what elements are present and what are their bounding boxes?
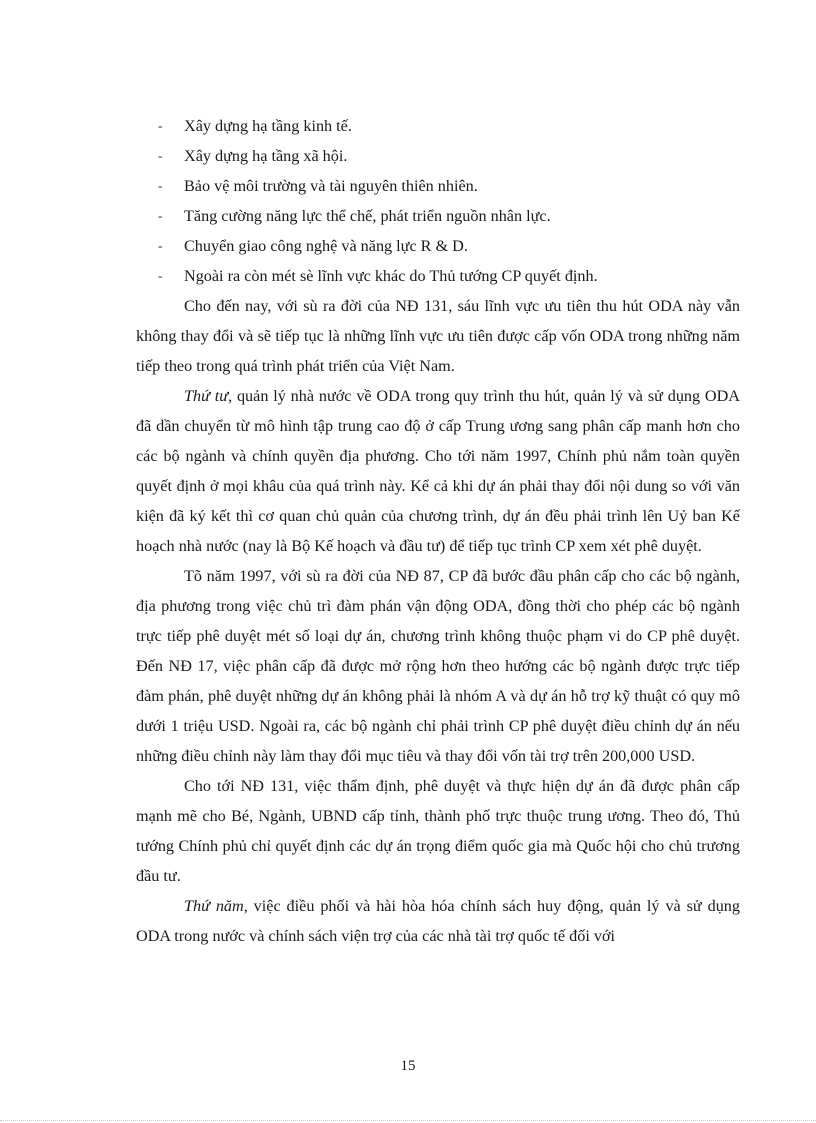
bullet-marker: - (158, 268, 163, 283)
list-item-text: Ngoài ra còn mét sè lĩnh vực khác do Thủ tướng CP quyết định. (184, 267, 598, 285)
bullet-marker: - (158, 178, 163, 193)
paragraph-text: , việc điều phối và hài hòa hóa chính sách huy động, quản lý và sử dụng ODA trong nước và chính sách viện trợ của các nhà tài trợ quốc tế đối với (136, 897, 740, 945)
list-item-text: Tăng cường năng lực thể chế, phát triển nguồn nhân lực. (184, 207, 551, 225)
list-item-text: Bảo vệ môi trường và tài nguyên thiên nhiên. (184, 177, 478, 195)
paragraph-text: , quản lý nhà nước về ODA trong quy trình thu hút, quản lý và sử dụng ODA đã dần chuyển từ mô hình tập trung cao độ ở cấp Trung ương sang phân cấp manh hơn cho các bộ ngành và chính quyền địa phương. Cho tới năm 1997, Chính phủ nắm toàn quyền quyết định ở mọi khâu của quá trình này. Kể cả khi dự án phải thay đổi nội dung so với văn kiện đã ký kết thì cơ quan chủ quản của chương trình, dự án đều phải trình lên Uỷ ban Kế hoạch nhà nước (nay là Bộ Kế hoạch và đầu tư) để tiếp tục trình CP xem xét phê duyệt. (136, 387, 740, 555)
list-item-text: Xây dựng hạ tầng kinh tế. (184, 117, 352, 135)
paragraph-decentralization-1997: Tõ năm 1997, với sù ra đời của NĐ 87, CP đã bước đầu phân cấp cho các bộ ngành, địa phương trong việc chủ trì đàm phán vận động ODA, đồng thời cho phép các bộ ngành trực tiếp phê duyệt mét số loại dự án, chương trình không thuộc phạm vi do CP phê duyệt. Đến NĐ 17, việc phân cấp đã được mở rộng hơn theo hướng các bộ ngành được trực tiếp đàm phán, phê duyệt những dự án không phải là nhóm A và dự án hỗ trợ kỹ thuật có quy mô dưới 1 triệu USD. Ngoài ra, các bộ ngành chỉ phải trình CP phê duyệt điều chỉnh dự án nếu những điều chỉnh này làm thay đổi mục tiêu và thay đổi vốn tài trợ trên 200,000 USD. (136, 567, 740, 765)
bullet-marker: - (158, 118, 163, 133)
list-item (136, 231, 740, 261)
paragraph-lead-term: Thứ tư (184, 387, 229, 405)
bullet-marker: - (158, 238, 163, 253)
list-item (136, 261, 740, 291)
paragraph-fifth (136, 891, 740, 951)
list-item-text: Chuyển giao công nghệ và năng lực R & D. (184, 237, 468, 255)
paragraph-lead-term: Thứ năm (184, 897, 244, 915)
paragraph-fourth (136, 381, 740, 561)
list-item (136, 171, 740, 201)
list-item (136, 141, 740, 171)
list-item (136, 111, 740, 141)
page-number: 15 (400, 1058, 416, 1074)
bullet-marker: - (158, 148, 163, 163)
paragraph-priority-sectors: Cho đến nay, với sù ra đời của NĐ 131, sáu lĩnh vực ưu tiên thu hút ODA này vẫn không thay đổi và sẽ tiếp tục là những lĩnh vực ưu tiên được cấp vốn ODA trong những năm tiếp theo trong quá trình phát triển của Việt Nam. (136, 297, 740, 375)
bullet-marker: - (158, 208, 163, 223)
page-bottom-divider (0, 1120, 816, 1121)
paragraph-decree-131: Cho tới NĐ 131, việc thẩm định, phê duyệt và thực hiện dự án đã được phân cấp mạnh mẽ cho Bé, Ngành, UBND cấp tỉnh, thành phố trực thuộc trung ương. Theo đó, Thủ tướng Chính phủ chỉ quyết định các dự án trọng điểm quốc gia mà Quốc hội cho chủ trương đầu tư. (136, 777, 740, 885)
list-item (136, 201, 740, 231)
page-body (136, 111, 740, 951)
list-item-text: Xây dựng hạ tầng xã hội. (184, 147, 348, 165)
